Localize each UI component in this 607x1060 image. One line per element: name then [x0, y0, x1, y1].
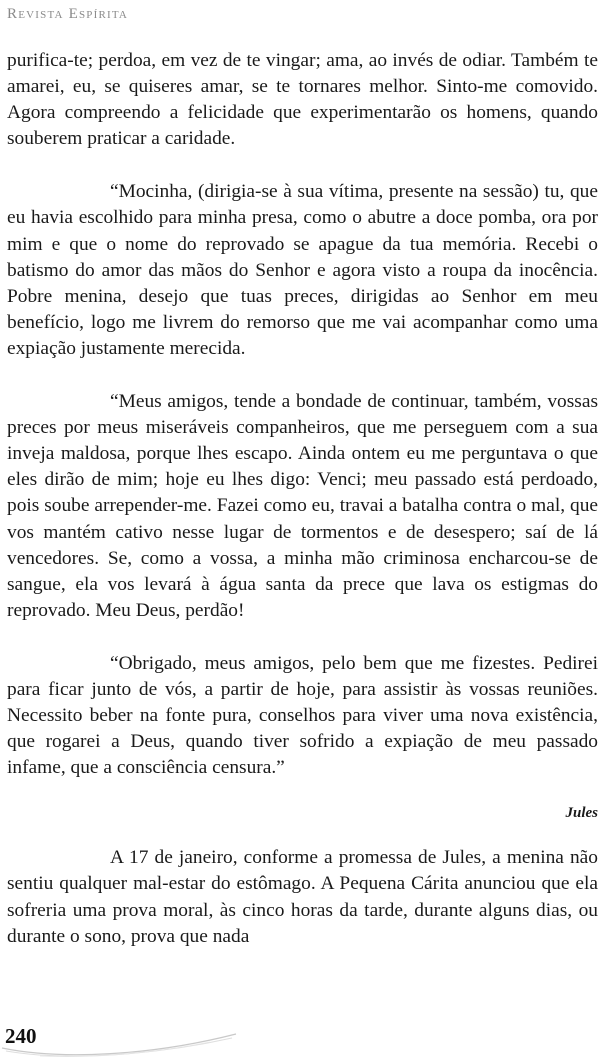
paragraph-gap — [7, 362, 598, 389]
paragraph-gap — [7, 152, 598, 179]
paragraph-gap — [7, 624, 598, 651]
paragraph-meus-amigos: “Meus amigos, tende a bondade de continuar, também, vossas preces por meus miseráveis companheiros, que me perseguem com a sua inveja maldosa, porque lhes escapo. Ainda ontem eu me perguntava o que eles dirão de mim; hoje eu lhes digo: Venci; meu passado está perdoado, pois soube arrepender-me. Fazei como eu, travai a batalha contra o mal, que vos mantém cativo nesse lugar de tormentos e de desespero; saí de lá vencedores. Se, como a vossa, a minha mão criminosa encharcou-se de sangue, ela vos levará à água santa da prece que lava os estigmas do reprovado. Meu Deus, perdão! — [7, 391, 598, 621]
paragraph-continuation: purifica-te; perdoa, em vez de te vingar; ama, ao invés de odiar. Também te amarei, eu, se quiseres amar, se te tornares melhor. Sinto-me comovido. Agora compreendo a felicidade que experimentarão os homens, quando souberem praticar a caridade. — [7, 50, 598, 150]
paragraph-gap — [7, 781, 598, 803]
paragraph-17-janeiro: A 17 de janeiro, conforme a promessa de Jules, a menina não sentiu qualquer mal-estar do estômago. A Pequena Cárita anunciou que ela sofreria uma prova moral, às cinco horas da tarde, durante alguns dias, ou durante o sono, prova que nada — [7, 847, 598, 947]
page-number: 240 — [5, 1024, 37, 1048]
paragraph-mocinha: “Mocinha, (dirigia-se à sua vítima, presente na sessão) tu, que eu havia escolhido para minha presa, como o abutre a doce pomba, ora por mim e que o nome do reprovado se apague da tua memória. Recebi o batismo do amor das mãos do Senhor e agora visto a roupa da inocência. Pobre menina, desejo que tuas preces, dirigidas ao Senhor em meu benefício, logo me livrem do remorso que me vai acompanhar como uma expiação justamente merecida. — [7, 181, 598, 359]
page-body — [7, 48, 598, 950]
running-header: Revista Espírita — [7, 6, 129, 22]
paragraph-obrigado: “Obrigado, meus amigos, pelo bem que me fizestes. Pedirei para ficar junto de vós, a partir de hoje, para assistir às vossas reuniões. Necessito beber na fonte pura, conselhos para viver uma nova existência, que rogarei a Deus, quando tiver sofrido a expiação de meu passado infame, que a consciência censura.” — [7, 652, 598, 779]
signature: Jules — [565, 805, 598, 822]
paragraph-gap — [7, 823, 598, 845]
